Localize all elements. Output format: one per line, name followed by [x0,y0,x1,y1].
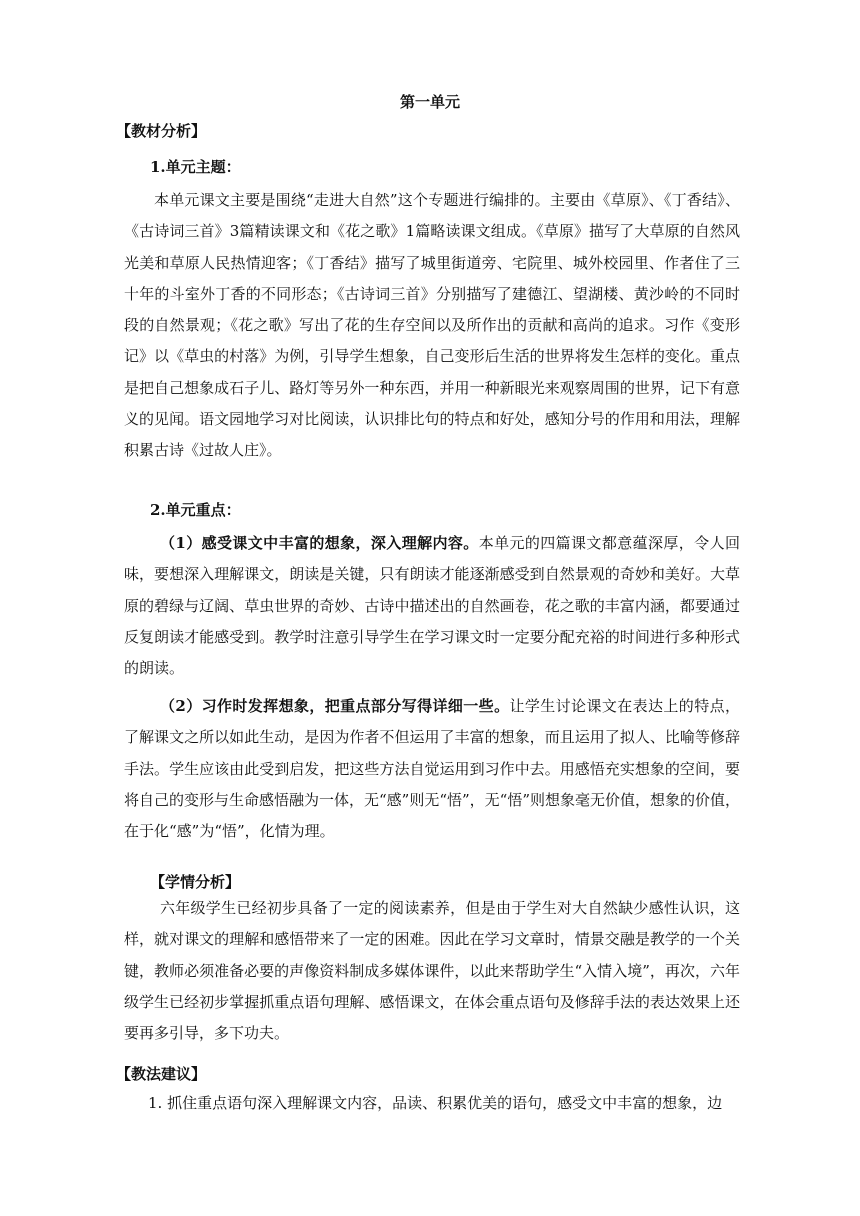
focus-point-2-lead: （2）习作时发挥想象，把重点部分写得详细一些。 [160,697,510,715]
focus-point-1-lead: （1）感受课文中丰富的想象，深入理解内容。 [160,534,479,552]
paragraph-focus-point-1 [124,528,740,684]
subheading-unit-focus: 2.单元重点： [150,501,241,519]
paragraph-focus-point-2 [124,691,740,847]
section-heading-student-analysis: 【学情分析】 [150,873,241,891]
teaching-suggestion-item-1: 1. 抓住重点语句深入理解课文内容，品读、积累优美的语句，感受文中丰富的想象，边 [148,1094,723,1112]
section-heading-teaching-suggestions: 【教法建议】 [116,1065,207,1083]
focus-point-2-text: 让学生讨论课文在表达上的特点，了解课文之所以如此生动，是因为作者不但运用了丰富的想象，而且运用了拟人、比喻等修辞手法。学生应该由此受到启发，把这些方法自觉运用到习作中去。用感悟充实想象的空间，要将自己的变形与生命感悟融为一体，无“感”则无“悟”，无“悟”则想象毫无价值，想象的价值，在于化“感”为“悟”，化情为理。 [124,697,741,841]
page-title: 第一单元 [399,93,460,111]
section-heading-textbook-analysis: 【教材分析】 [116,122,207,140]
paragraph-student-analysis: 六年级学生已经初步具备了一定的阅读素养，但是由于学生对大自然缺少感性认识，这样，就对课文的理解和感悟带来了一定的困难。因此在学习文章时，情景交融是教学的一个关键，教师必须准备必要的声像资料制成多媒体课件，以此来帮助学生“入情入境”，再次，六年级学生已经初步掌握抓重点语句理解、感悟课文，在体会重点语句及修辞手法的表达效果上还要再多引导，多下功夫。 [124,899,740,1043]
subheading-unit-theme: 1.单元主题： [150,158,241,176]
paragraph-unit-theme: 本单元课文主要是围绕“走进大自然”这个专题进行编排的。主要由《草原》、《丁香结》、《古诗词三首》3篇精读课文和《花之歌》1篇略读课文组成。《草原》描写了大草原的自然风光美和草原人民热情迎客；《丁香结》描写了城里街道旁、宅院里、城外校园里、作者住了三十年的斗室外丁香的不同形态；《古诗词三首》分别描写了建德江、望湖楼、黄沙岭的不同时段的自然景观；《花之歌》写出了花的生存空间以及所作出的贡献和高尚的追求。习作《变形记》以《草虫的村落》为例，引导学生想象，自己变形后生活的世界将发生怎样的变化。重点是把自己想象成石子儿、路灯等另外一种东西，并用一种新眼光来观察周围的世界，记下有意义的见闻。语文园地学习对比阅读，认识排比句的特点和好处，感知分号的作用和用法，理解积累古诗《过故人庄》。 [124,191,740,460]
focus-point-1-text: 本单元的四篇课文都意蕴深厚，令人回味，要想深入理解课文，朗读是关键，只有朗读才能逐渐感受到自然景观的奇妙和美好。大草原的碧绿与辽阔、草虫世界的奇妙、古诗中描述出的自然画卷，花之歌的丰富内涵，都要通过反复朗读才能感受到。教学时注意引导学生在学习课文时一定要分配充裕的时间进行多种形式的朗读。 [124,534,740,678]
